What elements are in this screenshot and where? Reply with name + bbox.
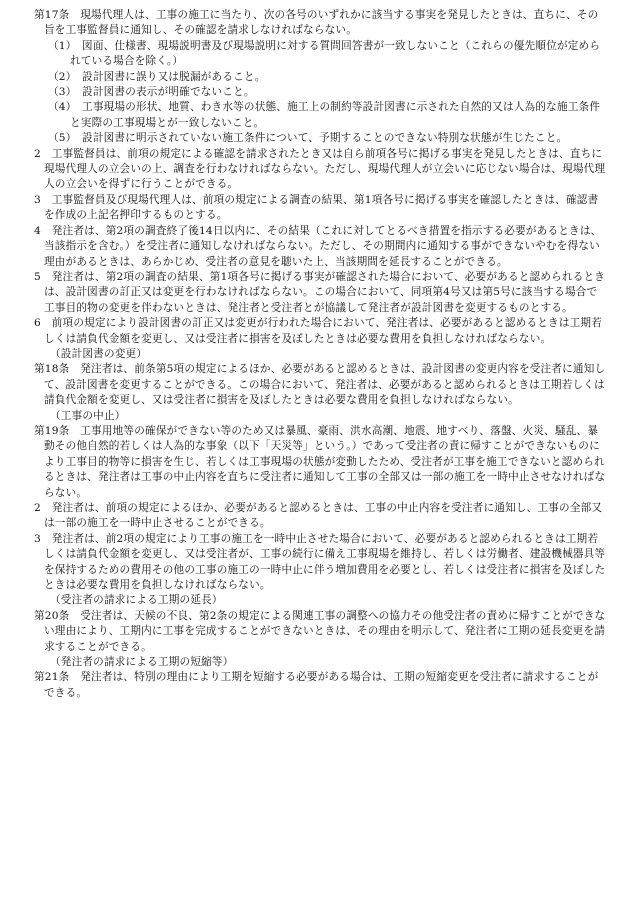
article-17-item-1: （1） 図面、仕様書、現場説明書及び現場説明に対する質問回答書が一致しないこと（これらの優先順位が定められている場合を除く。） <box>48 39 601 68</box>
article-17-item-2: （2） 設計図書に誤り又は脱漏があること。 <box>48 70 266 83</box>
article-17-item-3: （3） 設計図書の表示が明確でないこと。 <box>48 86 255 99</box>
article-17-paragraph-2: 2 工事監督員は、前項の規定による確認を請求されたとき又は自ら前項各号に掲げる事実を発見したときは、直ちに現場代理人の立会いの上、調査を行わなければならない。ただし、現場代理人が立会いに応じない場合は、現場代理人の立会いを得ずに行うことができる。 <box>34 147 606 191</box>
article-18-caption: （設計図書の変更） <box>50 347 148 360</box>
article-19-paragraph-3: 3 発注者は、前2項の規定により工事の施工を一時中止させた場合において、必要があると認められるときは工期若しくは請負代金額を変更し、又は受注者が、工事の続行に備え工事現場を維持し、若しくは労働者、建設機械器具等を保持するための費用その他の工事の施工の一時中止に伴う増加費用を必要とし、若しくは受注者に損害を及ぼしたときは必要な費用を負担しなければならない。 <box>34 532 606 592</box>
article-17-paragraph-5: 5 発注者は、第2項の調査の結果、第1項各号に掲げる事実が確認された場合において、必要があると認められるときは、設計図書の訂正又は変更を行わなければならない。この場合において、同項第4号又は第5号に該当する場合で工事目的物の変更を伴わないときは、発注者と受注者とが協議して発注者が設計図書を変更するものとする。 <box>34 270 606 314</box>
article-21: 第21条 発注者は、特別の理由により工期を短縮する必要がある場合は、工期の短縮変更を受注者に請求することができる。 <box>34 671 599 699</box>
article-17: 第17条 現場代理人は、工事の施工に当たり、次の各号のいずれかに該当する事実を発見したときは、直ちに、その旨を工事監督員に通知し、その確認を請求しなければならない。 <box>34 9 599 37</box>
article-20: 第20条 受注者は、天候の不良、第2条の規定による関連工事の調整への協力その他受注者の責めに帰すことができない理由により、工期内に工事を完成することができないときは、その理由を明示して、発注者に工期の延長変更を請求することができる。 <box>34 609 606 653</box>
article-18: 第18条 発注者は、前条第5項の規定によるほか、必要があると認めるときは、設計図書の変更内容を受注者に通知して、設計図書を変更することができる。この場合において、発注者は、必要があると認められるときは工期若しくは請負代金額を変更し、又は受注者に損害を及ぼしたときは必要な費用を負担しなければならない。 <box>34 363 606 407</box>
article-17-paragraph-6: 6 前項の規定により設計図書の訂正又は変更が行われた場合において、発注者は、必要があると認めるときは工期若しくは請負代金額を変更し、又は受注者に損害を及ぼしたときは必要な費用を負担しなければならない。 <box>34 317 602 345</box>
article-20-caption: （受注者の請求による工期の延長） <box>50 594 223 607</box>
article-19-paragraph-2: 2 発注者は、前項の規定によるほか、必要があると認めるときは、工事の中止内容を受注者に通知し、工事の全部又は一部の施工を一時中止させることができる。 <box>34 502 603 530</box>
article-19: 第19条 工事用地等の確保ができない等のため又は暴風、豪雨、洪水高潮、地震、地すべり、落盤、火災、騒乱、暴動その他自然的若しくは人為的な事象（以下「天災等」という。）であって受注者の責に帰すことができないものにより工事目的物等に損害を生じ、若しくは工事現場の状態が変動したため、受注者が工事を施工できないと認められるときは、発注者は工事の中止内容を直ちに受注者に通知して工事の全部又は一部の施工を一時中止させなければならない。 <box>34 424 606 499</box>
article-17-paragraph-4: 4 発注者は、第2項の調査終了後14日以内に、その結果（これに対してとるべき措置を指示する必要があるときは、当該指示を含む。）を受注者に通知しなければならない。ただし、その期間内に通知する事ができないやむを得ない理由があるときは、あらかじめ、受注者の意見を聴いた上、当該期間を延長することができる。 <box>34 224 602 268</box>
article-19-caption: （工事の中止） <box>50 409 126 422</box>
article-17-item-5: （5） 設計図書に明示されていない施工条件について、予期することのできない特別な状態が生じたこと。 <box>48 132 568 145</box>
article-17-item-4: （4） 工事現場の形状、地質、わき水等の状態、施工上の制約等設計図書に示された自然的又は人為的な施工条件と実際の工事現場とが一致しないこと。 <box>48 101 601 129</box>
article-17-paragraph-3: 3 工事監督員及び現場代理人は、前項の規定による調査の結果、第1項各号に掲げる事実を確認したときは、確認書を作成の上記名押印するものとする。 <box>34 193 599 222</box>
article-21-caption: （発注者の請求による工期の短縮等） <box>50 656 234 669</box>
